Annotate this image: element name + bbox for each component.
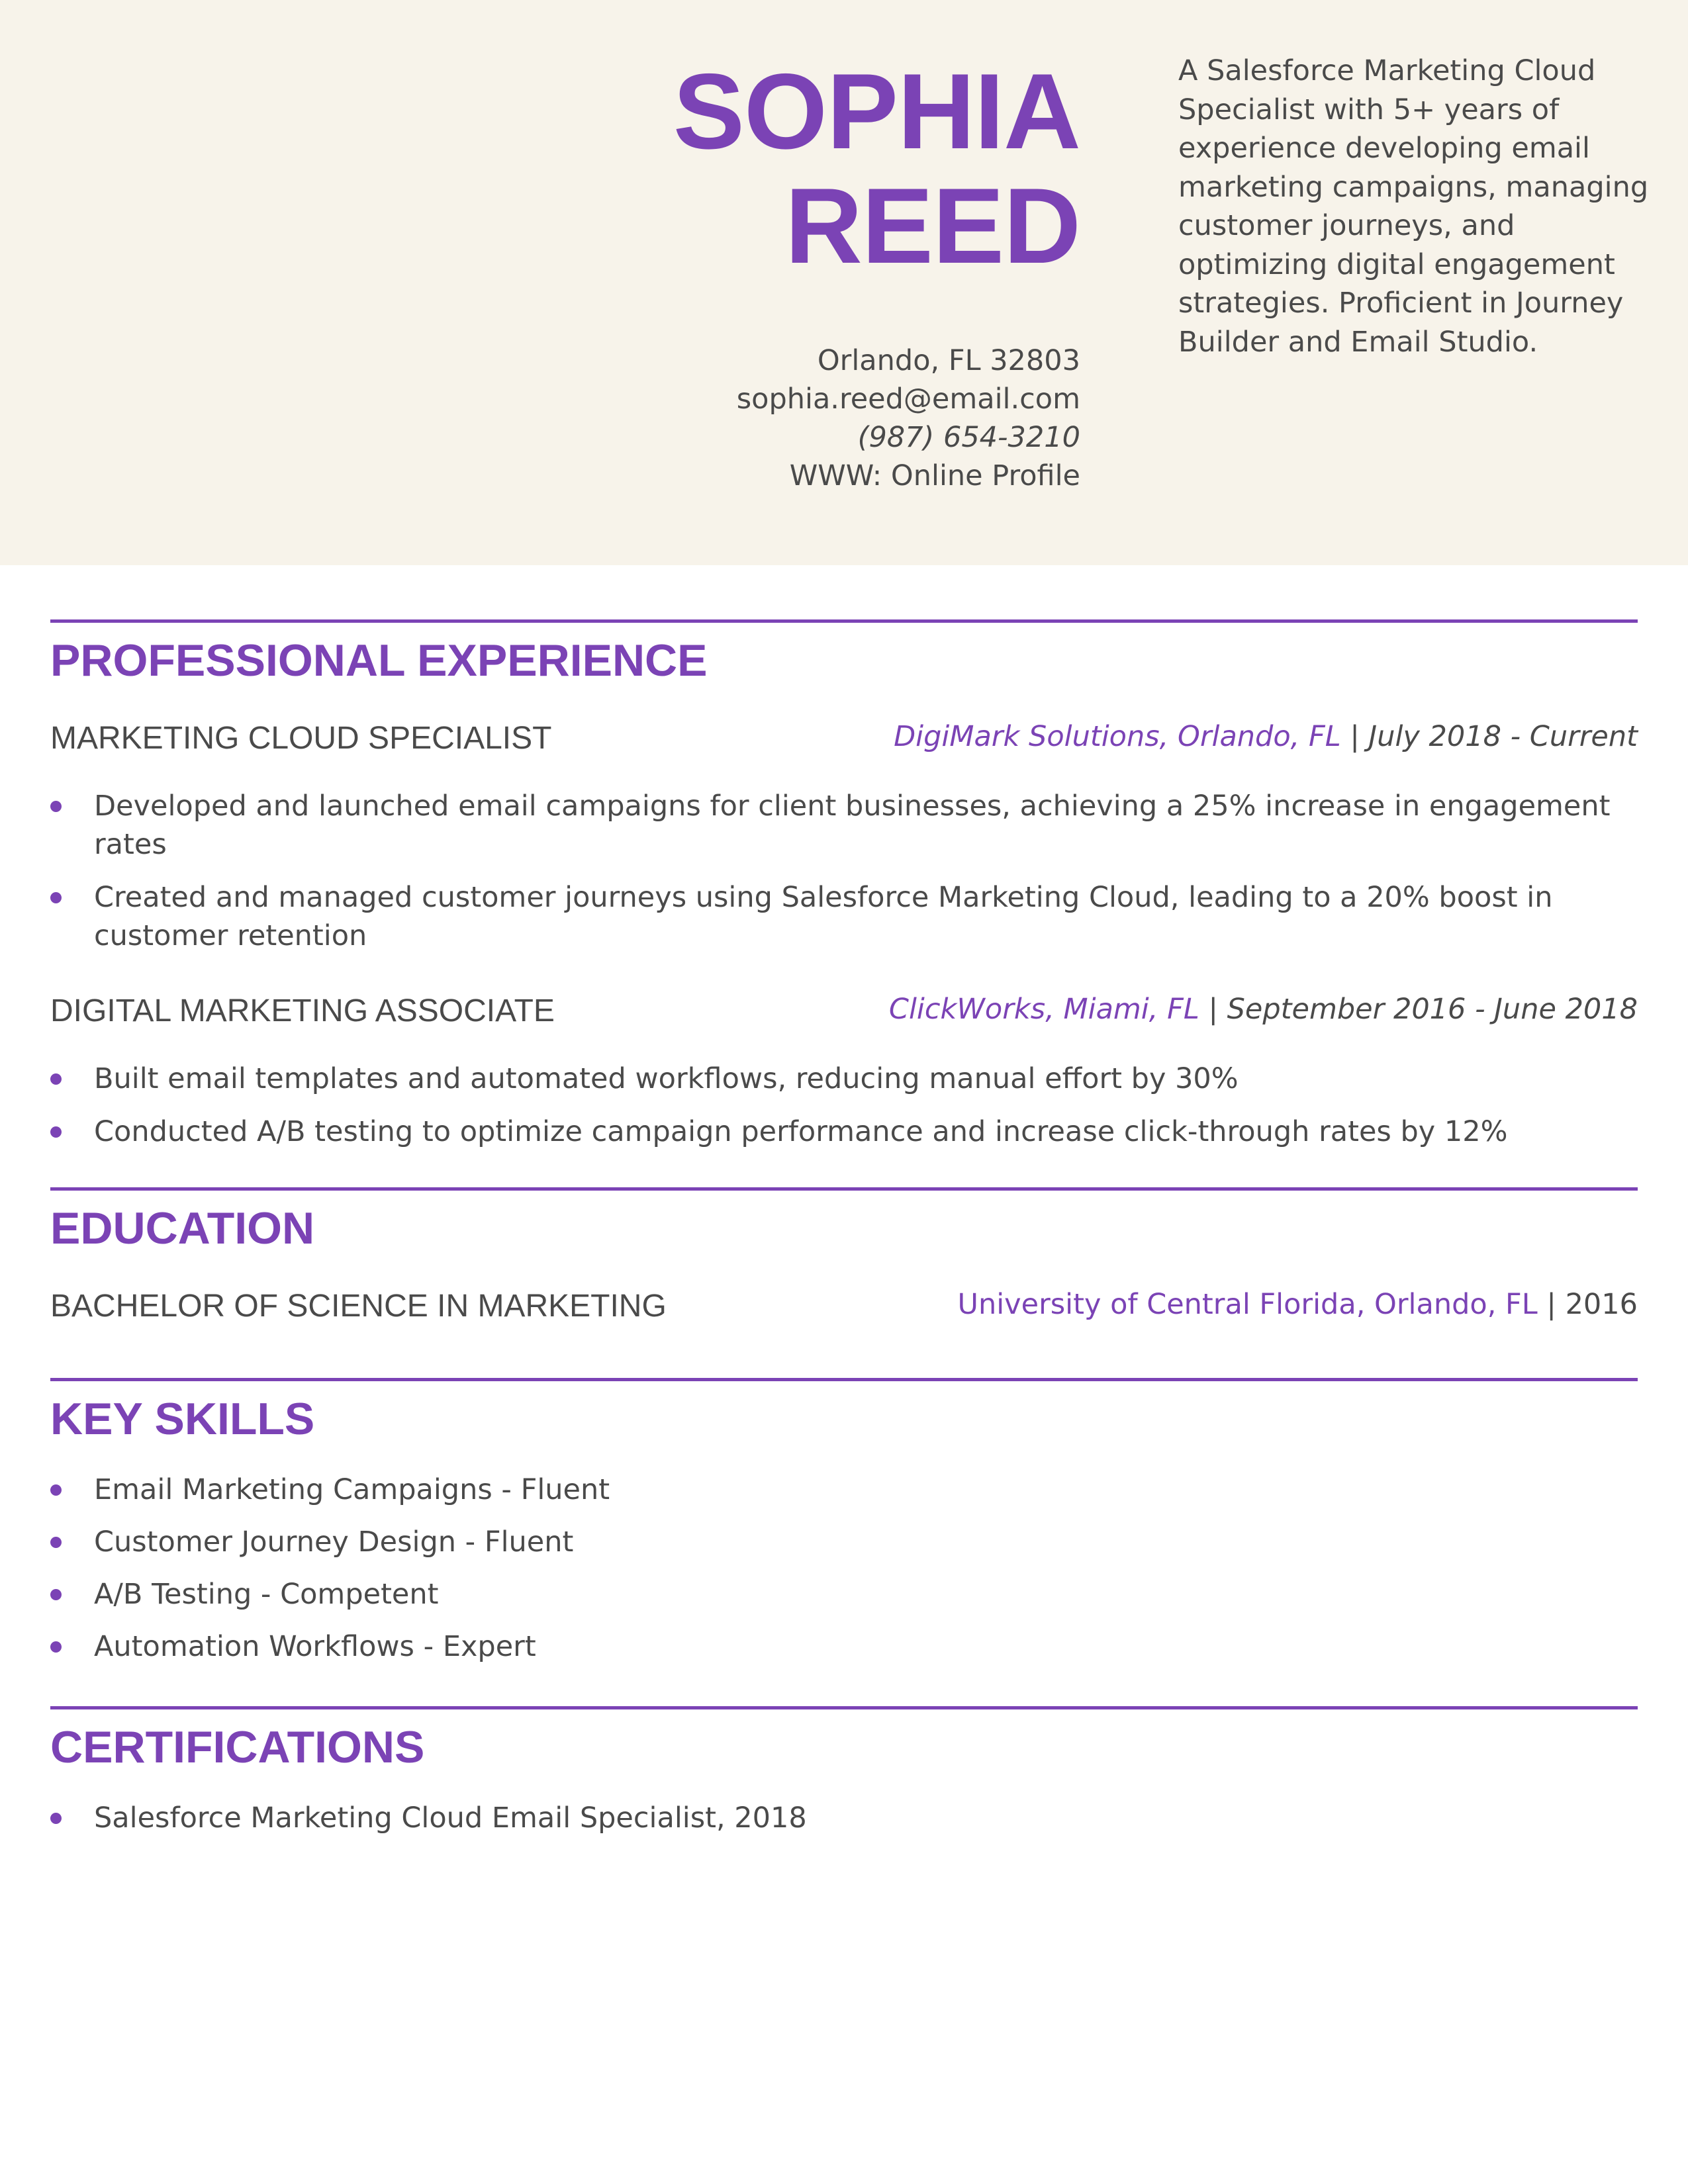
contact-info bbox=[737, 341, 1080, 495]
bullet-icon bbox=[50, 801, 62, 812]
company: ClickWorks, Miami, FL bbox=[888, 993, 1199, 1026]
certifications-list bbox=[50, 1799, 1638, 1837]
list-item: Automation Workflows - Expert bbox=[50, 1627, 1638, 1666]
dates: September 2016 - June 2018 bbox=[1227, 993, 1638, 1026]
experience-section bbox=[50, 619, 1638, 1185]
list-item: Conducted A/B testing to optimize campaign performance and increase click-through rates by 12% bbox=[50, 1113, 1638, 1151]
job-bullets bbox=[50, 1060, 1638, 1151]
job-title: DIGITAL MARKETING ASSOCIATE bbox=[50, 993, 555, 1028]
list-item: Email Marketing Campaigns - Fluent bbox=[50, 1471, 1638, 1509]
list-item: Customer Journey Design - Fluent bbox=[50, 1523, 1638, 1561]
bullet-icon bbox=[50, 1537, 62, 1548]
list-item: Created and managed customer journeys using Salesforce Marketing Cloud, leading to a 20% boost in customer retention bbox=[50, 878, 1638, 955]
resume-header bbox=[0, 0, 1688, 565]
email[interactable]: sophia.reed@email.com bbox=[736, 383, 1080, 416]
section-title: EDUCATION bbox=[50, 1203, 315, 1253]
dates: July 2018 - Current bbox=[1368, 720, 1638, 753]
list-item: Salesforce Marketing Cloud Email Specialist, 2018 bbox=[50, 1799, 1638, 1837]
job-entry bbox=[50, 715, 1638, 762]
section-title: PROFESSIONAL EXPERIENCE bbox=[50, 635, 708, 686]
bullet-icon bbox=[50, 1484, 62, 1496]
bullet-icon bbox=[50, 1126, 62, 1138]
education-meta bbox=[958, 1283, 1638, 1326]
certifications-section bbox=[50, 1706, 1638, 1875]
company: DigiMark Solutions, Orlando, FL bbox=[894, 720, 1341, 753]
website-link[interactable]: WWW: Online Profile bbox=[789, 459, 1080, 492]
bullet-icon bbox=[50, 1813, 62, 1824]
bullet-icon bbox=[50, 1073, 62, 1085]
year: 2016 bbox=[1565, 1288, 1638, 1321]
phone[interactable]: (987) 654-3210 bbox=[857, 421, 1080, 454]
bullet-icon bbox=[50, 1641, 62, 1653]
job-entry bbox=[50, 988, 1638, 1034]
list-item: Built email templates and automated workflows, reducing manual effort by 30% bbox=[50, 1060, 1638, 1098]
candidate-name bbox=[673, 52, 1080, 286]
first-name: SOPHIA bbox=[673, 52, 1080, 171]
job-title: MARKETING CLOUD SPECIALIST bbox=[50, 721, 552, 756]
summary: A Salesforce Marketing Cloud Specialist with 5+ years of experience developing email marketing campaigns, managing customer journeys, and optimizing digital engagement strategies. Proficient in Journey Builder and Email Studio. bbox=[1178, 54, 1649, 359]
skills-section bbox=[50, 1378, 1638, 1706]
bullet-icon bbox=[50, 1589, 62, 1600]
list-item: Developed and launched email campaigns for client businesses, achieving a 25% increase in engagement rates bbox=[50, 787, 1638, 864]
separator: | bbox=[1199, 993, 1227, 1026]
section-title: CERTIFICATIONS bbox=[50, 1722, 425, 1772]
job-meta bbox=[894, 715, 1638, 758]
education-entry bbox=[50, 1283, 1638, 1330]
last-name: REED bbox=[784, 166, 1080, 286]
job-meta bbox=[889, 988, 1638, 1030]
degree: BACHELOR OF SCIENCE IN MARKETING bbox=[50, 1289, 667, 1324]
location: Orlando, FL 32803 bbox=[817, 344, 1080, 377]
education-section bbox=[50, 1187, 1638, 1376]
separator: | bbox=[1340, 720, 1369, 753]
school: University of Central Florida, Orlando, FL bbox=[957, 1288, 1538, 1321]
bullet-icon bbox=[50, 892, 62, 903]
list-item: A/B Testing - Competent bbox=[50, 1575, 1638, 1614]
skills-list bbox=[50, 1471, 1638, 1666]
section-title: KEY SKILLS bbox=[50, 1394, 315, 1444]
job-bullets bbox=[50, 787, 1638, 955]
separator: | bbox=[1537, 1288, 1566, 1321]
